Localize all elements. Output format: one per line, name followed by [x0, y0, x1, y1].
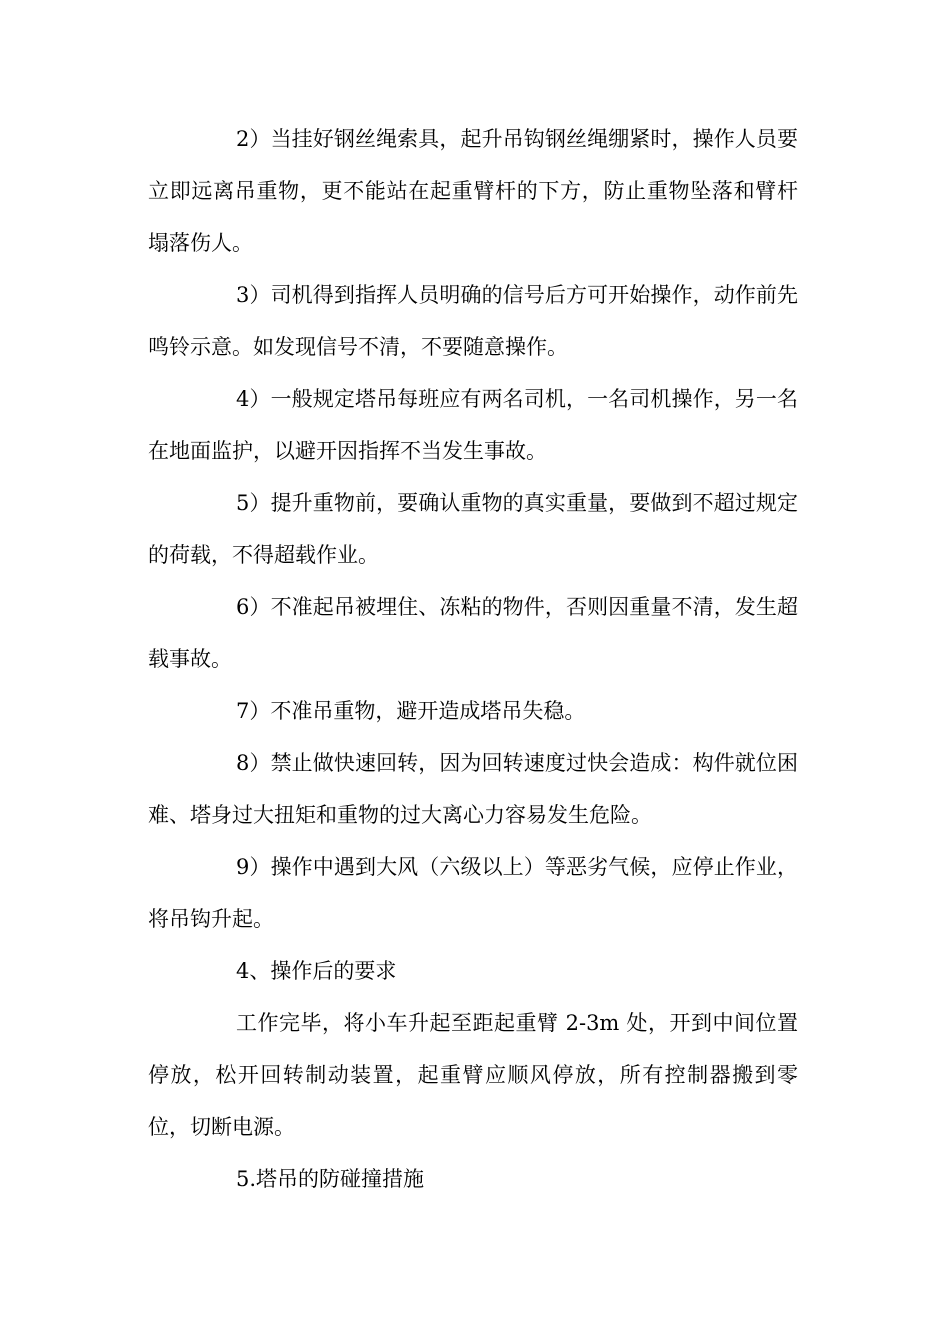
paragraph-item-4: 4）一般规定塔吊每班应有两名司机，一名司机操作，另一名在地面监护，以避开因指挥不当发生事故。: [148, 387, 798, 463]
paragraph-post-operation-body: 工作完毕，将小车升起至距起重臂 2-3m 处，开到中间位置停放，松开回转制动装置，起重臂应顺风停放，所有控制器搬到零位，切断电源。: [148, 1011, 798, 1139]
paragraph-item-7: 7）不准吊重物，避开造成塔吊失稳。: [236, 699, 586, 723]
paragraph-item-2: 2）当挂好钢丝绳索具，起升吊钩钢丝绳绷紧时，操作人员要立即远离吊重物，更不能站在起重臂杆的下方，防止重物坠落和臂杆塌落伤人。: [148, 127, 798, 255]
section-heading-post-operation: 4、操作后的要求: [236, 959, 397, 983]
document-body: [148, 113, 798, 1205]
paragraph-item-6: 6）不准起吊被埋住、冻粘的物件，否则因重量不清，发生超载事故。: [148, 595, 798, 671]
paragraph-item-8: 8）禁止做快速回转，因为回转速度过快会造成：构件就位困难、塔身过大扭矩和重物的过大离心力容易发生危险。: [148, 751, 798, 827]
paragraph-item-9: 9）操作中遇到大风（六级以上）等恶劣气候，应停止作业，将吊钩升起。: [148, 855, 798, 931]
section-heading-anti-collision: 5.塔吊的防碰撞措施: [236, 1167, 425, 1191]
paragraph-item-5: 5）提升重物前，要确认重物的真实重量，要做到不超过规定的荷载，不得超载作业。: [148, 491, 798, 567]
paragraph-item-3: 3）司机得到指挥人员明确的信号后方可开始操作，动作前先鸣铃示意。如发现信号不清，不要随意操作。: [148, 283, 798, 359]
